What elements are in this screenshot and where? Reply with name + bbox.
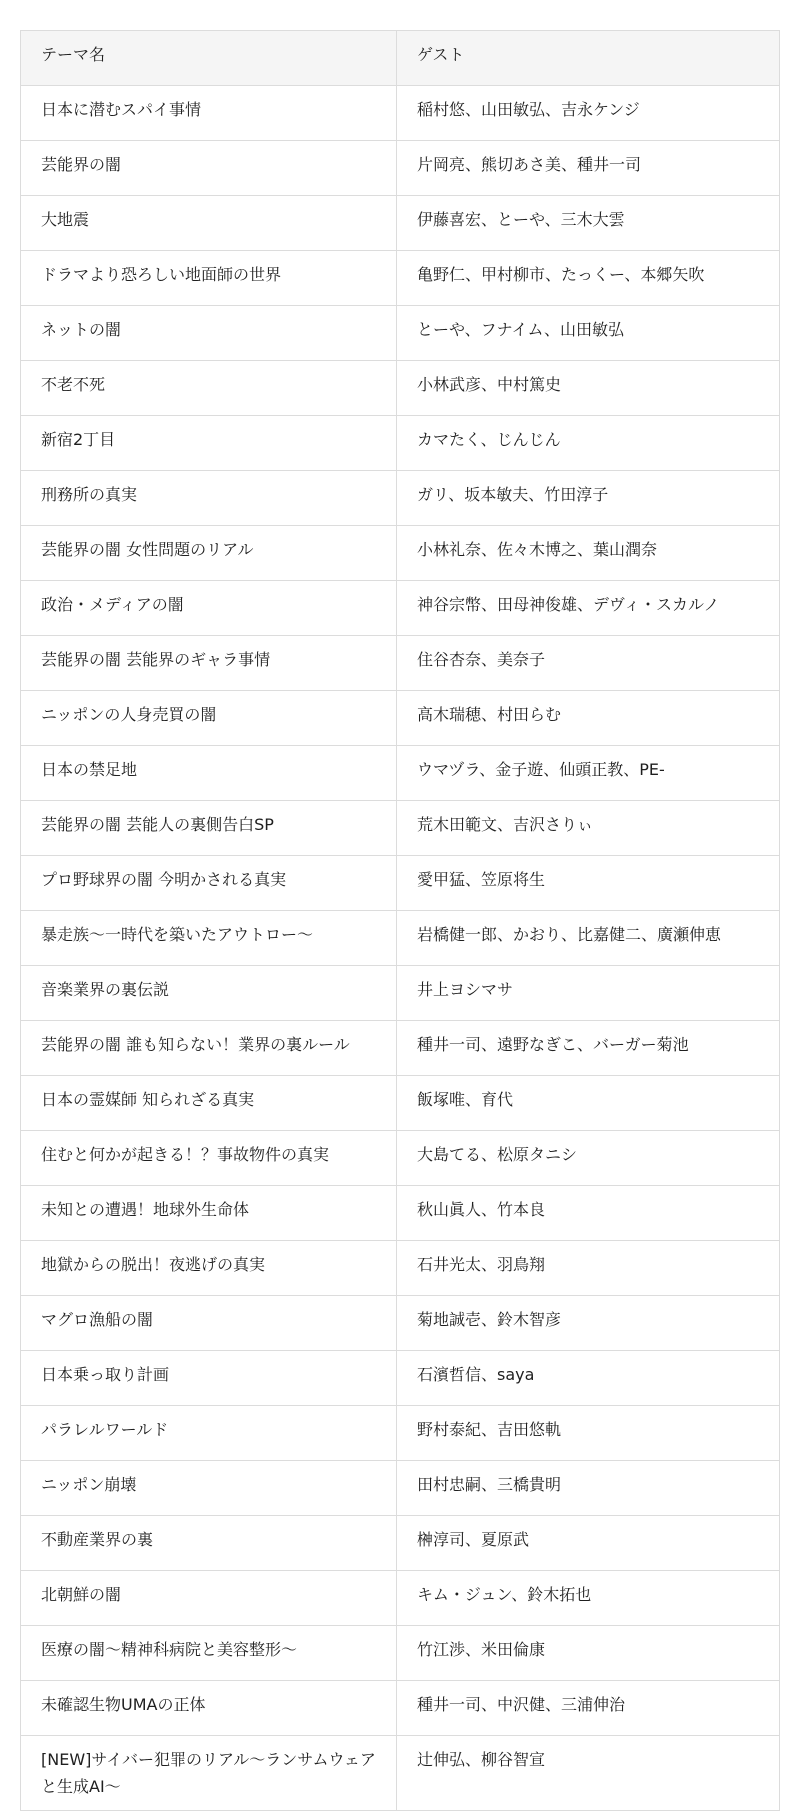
theme-cell: ニッポン崩壊 bbox=[21, 1461, 397, 1516]
theme-cell: 芸能界の闇 芸能界のギャラ事情 bbox=[21, 636, 397, 691]
theme-cell: ニッポンの人身売買の闇 bbox=[21, 691, 397, 746]
theme-cell: 日本に潜むスパイ事情 bbox=[21, 86, 397, 141]
table-row bbox=[21, 1351, 780, 1406]
theme-cell: 未知との遭遇！地球外生命体 bbox=[21, 1186, 397, 1241]
theme-cell: 大地震 bbox=[21, 196, 397, 251]
guest-cell: 大島てる、松原タニシ bbox=[397, 1131, 780, 1186]
guest-cell: 岩橋健一郎、かおり、比嘉健二、廣瀬伸恵 bbox=[397, 911, 780, 966]
header-theme: テーマ名 bbox=[21, 31, 397, 86]
guest-cell: 高木瑞穂、村田らむ bbox=[397, 691, 780, 746]
table-row bbox=[21, 1516, 780, 1571]
theme-cell: ネットの闇 bbox=[21, 306, 397, 361]
theme-cell: 住むと何かが起きる！？事故物件の真実 bbox=[21, 1131, 397, 1186]
theme-cell: 日本の禁足地 bbox=[21, 746, 397, 801]
guest-cell: 菊地誠壱、鈴木智彦 bbox=[397, 1296, 780, 1351]
guest-cell: 種井一司、中沢健、三浦伸治 bbox=[397, 1681, 780, 1736]
theme-cell: 医療の闇〜精神科病院と美容整形〜 bbox=[21, 1626, 397, 1681]
table-row bbox=[21, 911, 780, 966]
theme-guest-table-container bbox=[20, 30, 779, 1811]
guest-cell: キム・ジュン、鈴木拓也 bbox=[397, 1571, 780, 1626]
table-row bbox=[21, 1736, 780, 1811]
table-row bbox=[21, 1406, 780, 1461]
table-row bbox=[21, 306, 780, 361]
theme-cell: 地獄からの脱出！夜逃げの真実 bbox=[21, 1241, 397, 1296]
table-row bbox=[21, 1626, 780, 1681]
guest-cell: 小林礼奈、佐々木博之、葉山潤奈 bbox=[397, 526, 780, 581]
table-row bbox=[21, 581, 780, 636]
theme-cell: 芸能界の闇 bbox=[21, 141, 397, 196]
theme-cell: 北朝鮮の闇 bbox=[21, 1571, 397, 1626]
guest-cell: 稲村悠、山田敏弘、吉永ケンジ bbox=[397, 86, 780, 141]
guest-cell: 小林武彦、中村篤史 bbox=[397, 361, 780, 416]
theme-cell: 不老不死 bbox=[21, 361, 397, 416]
guest-cell: 辻伸弘、柳谷智宣 bbox=[397, 1736, 780, 1811]
guest-cell: 神谷宗幣、田母神俊雄、デヴィ・スカルノ bbox=[397, 581, 780, 636]
table-row bbox=[21, 1241, 780, 1296]
guest-cell: 愛甲猛、笠原将生 bbox=[397, 856, 780, 911]
table-row bbox=[21, 746, 780, 801]
table-row bbox=[21, 966, 780, 1021]
guest-cell: 石濱哲信、saya bbox=[397, 1351, 780, 1406]
guest-cell: ガリ、坂本敏夫、竹田淳子 bbox=[397, 471, 780, 526]
table-row bbox=[21, 471, 780, 526]
theme-cell: 政治・メディアの闇 bbox=[21, 581, 397, 636]
table-row bbox=[21, 1461, 780, 1516]
guest-cell: ウマヅラ、金子遊、仙頭正教、PE- bbox=[397, 746, 780, 801]
guest-cell: 田村忠嗣、三橋貴明 bbox=[397, 1461, 780, 1516]
table-row bbox=[21, 1681, 780, 1736]
theme-cell: 音楽業界の裏伝説 bbox=[21, 966, 397, 1021]
guest-cell: 住谷杏奈、美奈子 bbox=[397, 636, 780, 691]
theme-cell: パラレルワールド bbox=[21, 1406, 397, 1461]
guest-cell: 片岡亮、熊切あさ美、種井一司 bbox=[397, 141, 780, 196]
table-row bbox=[21, 361, 780, 416]
theme-guest-table bbox=[20, 30, 780, 1811]
theme-cell: 不動産業界の裏 bbox=[21, 1516, 397, 1571]
theme-cell: 芸能界の闇 誰も知らない！業界の裏ルール bbox=[21, 1021, 397, 1076]
theme-cell: 芸能界の闇 芸能人の裏側告白SP bbox=[21, 801, 397, 856]
guest-cell: 竹江渉、米田倫康 bbox=[397, 1626, 780, 1681]
theme-cell: プロ野球界の闇 今明かされる真実 bbox=[21, 856, 397, 911]
table-row bbox=[21, 1186, 780, 1241]
table-row bbox=[21, 416, 780, 471]
theme-cell: 新宿2丁目 bbox=[21, 416, 397, 471]
table-row bbox=[21, 1571, 780, 1626]
theme-cell: マグロ漁船の闇 bbox=[21, 1296, 397, 1351]
guest-cell: 秋山眞人、竹本良 bbox=[397, 1186, 780, 1241]
guest-cell: 種井一司、遠野なぎこ、バーガー菊池 bbox=[397, 1021, 780, 1076]
guest-cell: とーや、フナイム、山田敏弘 bbox=[397, 306, 780, 361]
guest-cell: 飯塚唯、育代 bbox=[397, 1076, 780, 1131]
guest-cell: 榊淳司、夏原武 bbox=[397, 1516, 780, 1571]
table-row bbox=[21, 1296, 780, 1351]
table-row bbox=[21, 1076, 780, 1131]
table-row bbox=[21, 1131, 780, 1186]
table-row bbox=[21, 801, 780, 856]
table-row bbox=[21, 251, 780, 306]
table-row bbox=[21, 636, 780, 691]
guest-cell: 亀野仁、甲村柳市、たっくー、本郷矢吹 bbox=[397, 251, 780, 306]
table-row bbox=[21, 141, 780, 196]
theme-cell: 日本乗っ取り計画 bbox=[21, 1351, 397, 1406]
theme-cell: 刑務所の真実 bbox=[21, 471, 397, 526]
table-row bbox=[21, 1021, 780, 1076]
guest-cell: 井上ヨシマサ bbox=[397, 966, 780, 1021]
guest-cell: 石井光太、羽鳥翔 bbox=[397, 1241, 780, 1296]
header-guest: ゲスト bbox=[397, 31, 780, 86]
guest-cell: 伊藤喜宏、とーや、三木大雲 bbox=[397, 196, 780, 251]
theme-cell: 暴走族〜一時代を築いたアウトロー〜 bbox=[21, 911, 397, 966]
table-body bbox=[21, 86, 780, 1811]
table-row bbox=[21, 856, 780, 911]
theme-cell: 未確認生物UMAの正体 bbox=[21, 1681, 397, 1736]
theme-cell: ドラマより恐ろしい地面師の世界 bbox=[21, 251, 397, 306]
guest-cell: 野村泰紀、吉田悠軌 bbox=[397, 1406, 780, 1461]
guest-cell: 荒木田範文、吉沢さりぃ bbox=[397, 801, 780, 856]
table-row bbox=[21, 86, 780, 141]
table-row bbox=[21, 691, 780, 746]
theme-cell: [NEW]サイバー犯罪のリアル〜ランサムウェアと生成AI〜 bbox=[21, 1736, 397, 1811]
theme-cell: 芸能界の闇 女性問題のリアル bbox=[21, 526, 397, 581]
theme-cell: 日本の霊媒師 知られざる真実 bbox=[21, 1076, 397, 1131]
table-header-row bbox=[21, 31, 780, 86]
table-row bbox=[21, 526, 780, 581]
table-row bbox=[21, 196, 780, 251]
guest-cell: カマたく、じんじん bbox=[397, 416, 780, 471]
